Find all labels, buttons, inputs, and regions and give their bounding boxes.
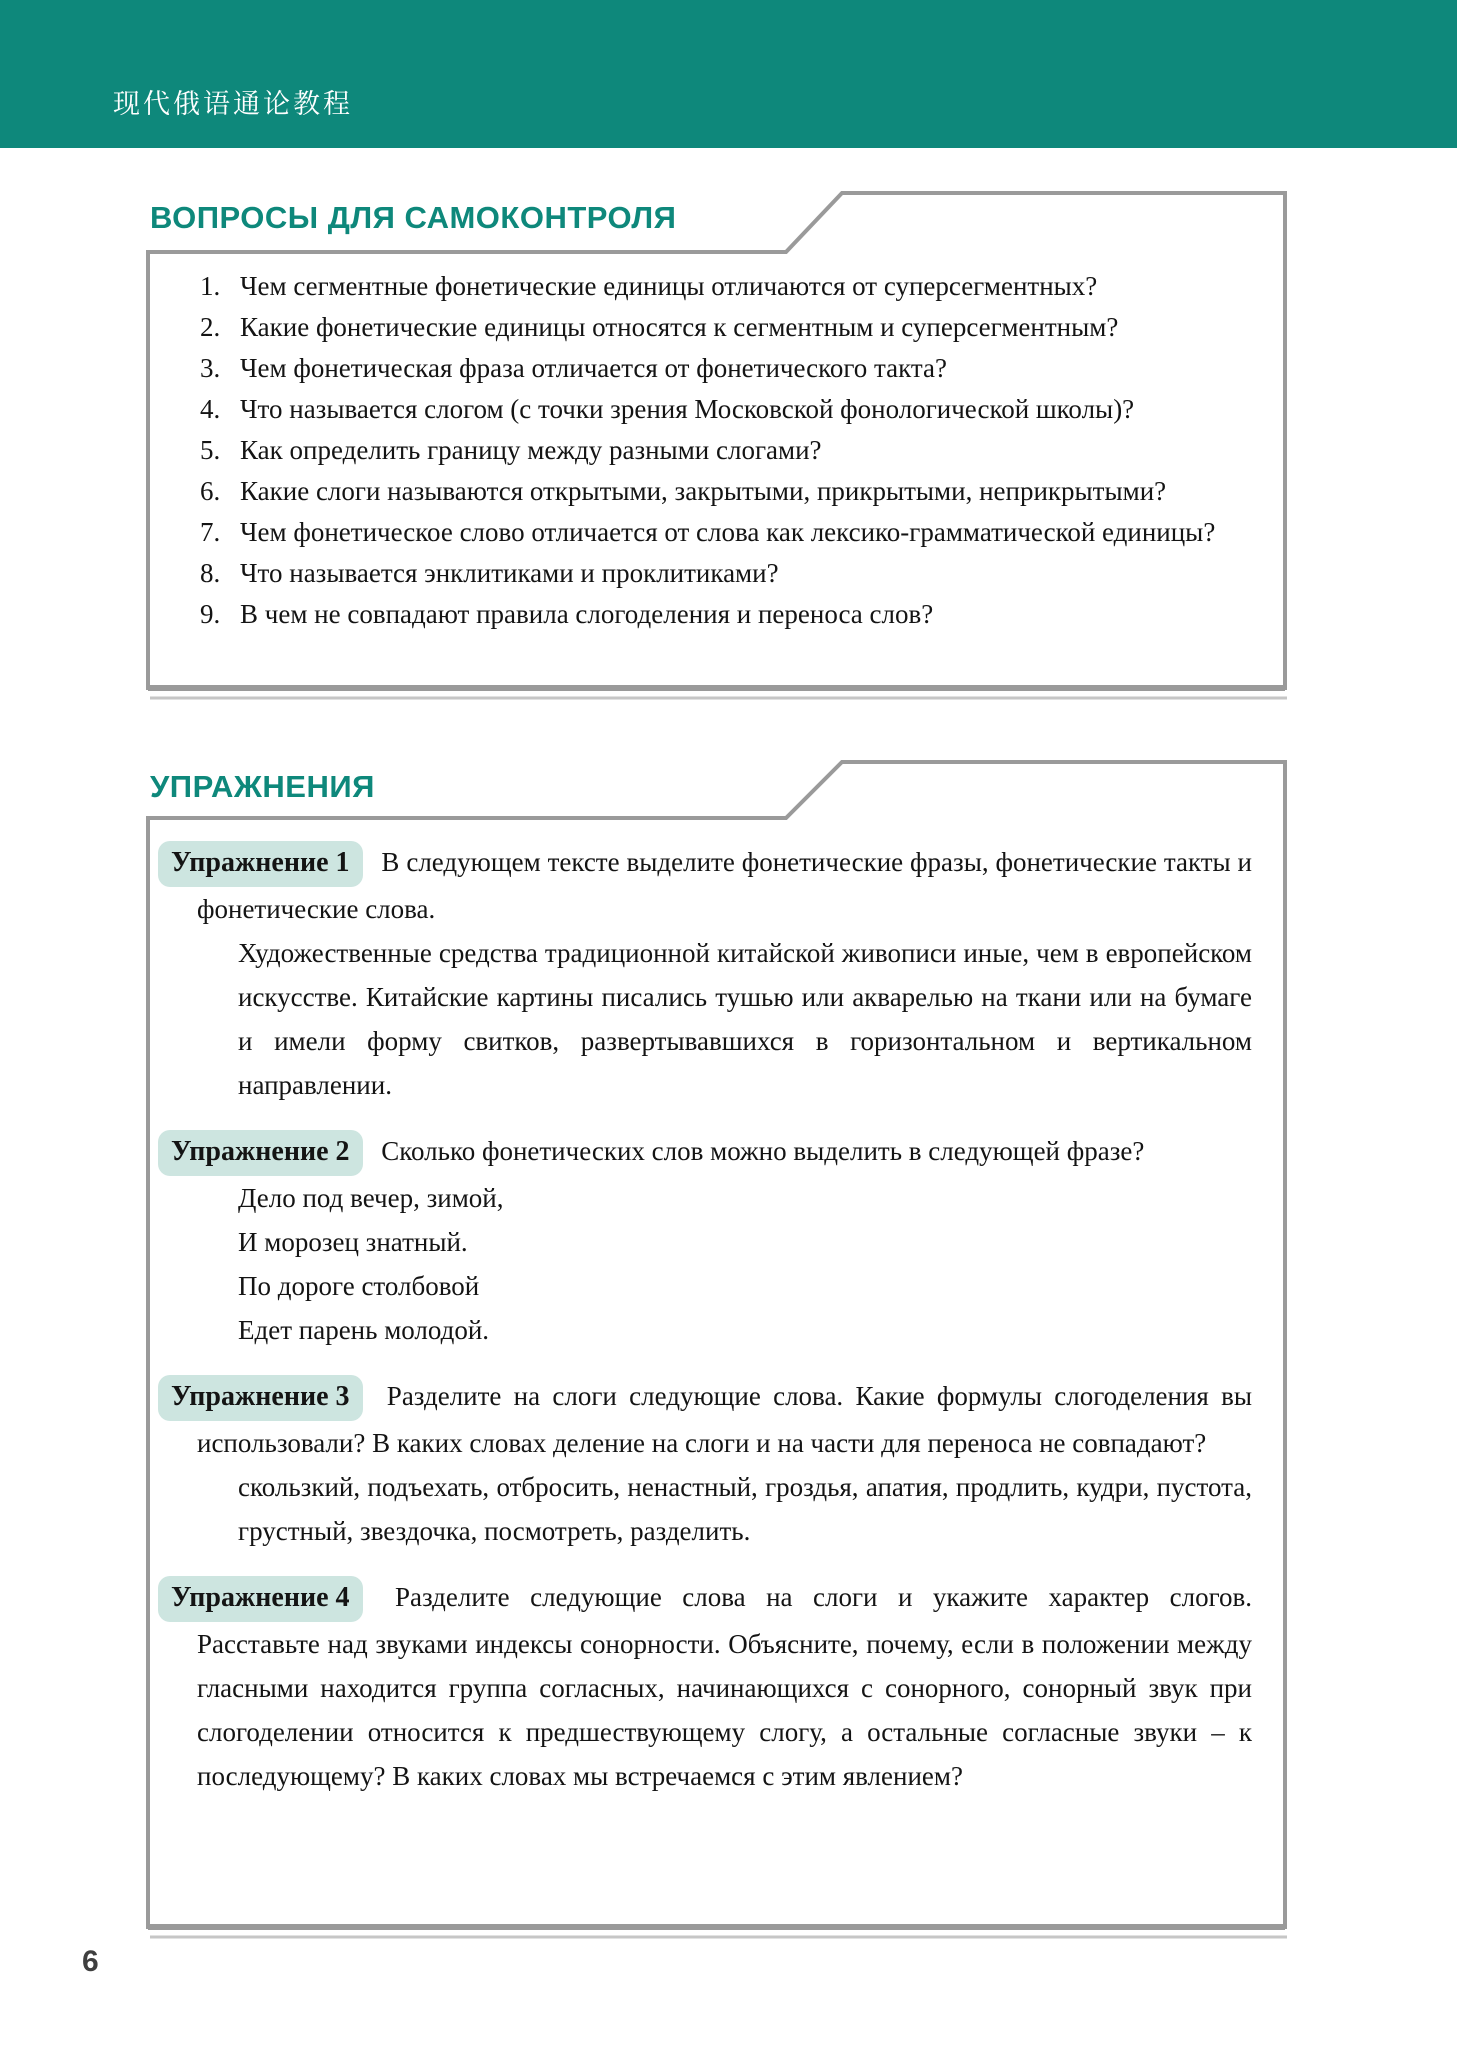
exercise-paragraph: Художественные средства традиционной китайской живописи иные, чем в европейском искусстве. Китайские картины писались тушью или акварелью на ткани или на бумаге и имели форму свитков, развертывавшихся в горизонтальном и вертикальном направлении. (238, 938, 1252, 1100)
exercise-item (154, 1575, 1252, 1798)
question-text: Какие слоги называются открытыми, закрытыми, прикрытыми, неприкрытыми? (240, 476, 1167, 506)
poem-line: Едет парень молодой. (238, 1315, 490, 1345)
exercise-paragraph: скользкий, подъехать, отбросить, ненастный, гроздья, апатия, продлить, кудри, пустота, грустный, звездочка, посмотреть, разделить. (238, 1472, 1252, 1546)
questions-list (154, 266, 1252, 635)
question-text: Что называется энклитиками и проклитиками? (240, 558, 779, 588)
exercise-item (154, 1374, 1252, 1553)
page-header-band (0, 0, 1457, 148)
exercise-badge: Упражнение 1 (158, 841, 363, 887)
question-text: Как определить границу между разными слогами? (240, 435, 822, 465)
question-item (154, 471, 1252, 512)
question-number: 3. (200, 353, 221, 383)
question-number: 7. (200, 517, 221, 547)
exercise-intro: В следующем тексте выделите фонетические фразы, фонетические такты и фонетические слова. (197, 847, 1252, 924)
question-item (154, 430, 1252, 471)
question-item (154, 348, 1252, 389)
question-item (154, 512, 1252, 553)
page-number: 6 (82, 1945, 99, 1978)
exercise-badge: Упражнение 4 (158, 1576, 363, 1622)
book-title: 现代俄语通论教程 (113, 89, 353, 120)
exercise-intro: Сколько фонетических слов можно выделить в следующей фразе? (381, 1136, 1145, 1166)
exercise-item (154, 1129, 1252, 1352)
question-text: Чем сегментные фонетические единицы отличаются от суперсегментных? (240, 271, 1098, 301)
question-item (154, 266, 1252, 307)
question-number: 6. (200, 476, 221, 506)
question-number: 2. (200, 312, 221, 342)
poem-line: По дороге столбовой (238, 1271, 480, 1301)
question-item (154, 594, 1252, 635)
question-text: В чем не совпадают правила слогоделения и переноса слов? (240, 599, 934, 629)
question-text: Чем фонетическое слово отличается от слова как лексико-грамматической единицы? (240, 517, 1216, 547)
question-item (154, 307, 1252, 348)
section-title-self-check: ВОПРОСЫ ДЛЯ САМОКОНТРОЛЯ (150, 200, 677, 235)
poem-line: И морозец знатный. (238, 1227, 468, 1257)
question-number: 8. (200, 558, 221, 588)
question-number: 1. (200, 271, 221, 301)
poem-line: Дело под вечер, зимой, (238, 1183, 504, 1213)
section-title-exercises: УПРАЖНЕНИЯ (150, 769, 375, 804)
question-item (154, 389, 1252, 430)
question-number: 5. (200, 435, 221, 465)
question-text: Какие фонетические единицы относятся к сегментным и суперсегментным? (240, 312, 1119, 342)
exercise-item (154, 840, 1252, 1107)
exercises-list (154, 840, 1252, 1820)
question-number: 4. (200, 394, 221, 424)
exercise-intro: Разделите на слоги следующие слова. Какие формулы слогоделения вы использовали? В каких словах деление на слоги и на части для переноса не совпадают? (197, 1381, 1253, 1458)
question-number: 9. (200, 599, 221, 629)
exercise-badge: Упражнение 2 (158, 1130, 363, 1176)
question-item (154, 553, 1252, 594)
question-text: Чем фонетическая фраза отличается от фонетического такта? (240, 353, 947, 383)
exercise-badge: Упражнение 3 (158, 1375, 363, 1421)
exercise-intro: Разделите следующие слова на слоги и укажите характер слогов. Расставьте над звуками индексы сонорности. Объясните, почему, если в положении между гласными находится группа согласных, начинающихся с сонорного, сонорный звук при слогоделении относится к предшествующему слогу, а остальные согласные звуки – к последующему? В каких словах мы встречаемся с этим явлением? (197, 1582, 1252, 1791)
question-text: Что называется слогом (с точки зрения Московской фонологической школы)? (240, 394, 1135, 424)
